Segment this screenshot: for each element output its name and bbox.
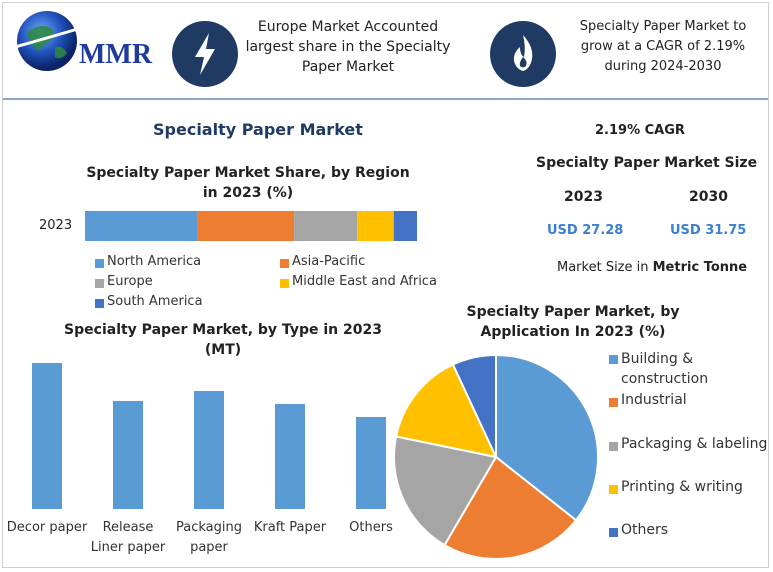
pie-legend-swatch-1	[609, 355, 618, 364]
header	[3, 3, 769, 98]
unit-bold: Metric Tonne	[652, 260, 748, 275]
legend-north-america: North America	[107, 254, 202, 269]
type-bar-packaging-paper	[194, 391, 224, 509]
value-2030: USD 31.75	[670, 223, 747, 238]
pie-legend-building: Building & construction	[621, 351, 709, 387]
legend-mea: Middle East and Africa	[292, 274, 437, 289]
region-segment-middle-east-and-africa	[357, 211, 394, 241]
year-2030-label: 2030	[689, 189, 728, 205]
region-segment-south-america	[394, 211, 417, 241]
legend-europe: Europe	[107, 274, 153, 289]
page-title: Specialty Paper Market	[153, 120, 363, 139]
type-category-label: Release Liner paper	[90, 520, 166, 555]
market-size-title: Specialty Paper Market Size	[536, 155, 758, 171]
lightning-icon	[172, 21, 238, 87]
year-2023-label: 2023	[564, 189, 603, 205]
region-chart-title: Specialty Paper Market Share, by Region in 2023 (%)	[86, 165, 410, 201]
legend-asia-pacific: Asia-Pacific	[292, 254, 366, 269]
legend-south-america: South America	[107, 294, 203, 309]
header-text-2: Specialty Paper Market to grow at a CAGR of 2.19% during 2024-2030	[579, 19, 747, 74]
type-chart-title: Specialty Paper Market, by Type in 2023 (MT)	[64, 322, 382, 358]
type-category-label: Others	[349, 520, 393, 535]
pie-legend-others: Others	[621, 522, 669, 538]
legend-swatch-asia-pacific	[280, 259, 289, 268]
pie-legend-packaging: Packaging & labeling	[621, 436, 768, 452]
infographic	[2, 2, 769, 568]
application-pie-chart	[391, 352, 601, 562]
legend-swatch-mea	[280, 279, 289, 288]
mmr-logo	[11, 7, 161, 77]
pie-legend-industrial: Industrial	[621, 392, 687, 408]
pie-legend-swatch-5	[609, 528, 618, 537]
pie-legend-swatch-4	[609, 485, 618, 494]
type-category-label: Kraft Paper	[253, 520, 327, 535]
logo-text: MMR	[79, 39, 153, 70]
type-bar-others	[356, 417, 386, 509]
flame-icon	[490, 21, 556, 87]
region-segment-north-america	[85, 211, 198, 241]
unit-prefix: Market Size in	[557, 260, 653, 275]
type-bar-decor-paper	[32, 363, 62, 509]
application-chart-title: Specialty Paper Market, by Application In 2023 (%)	[466, 304, 680, 340]
type-category-label: Decor paper	[6, 520, 88, 535]
header-divider	[3, 98, 769, 100]
region-stacked-bar	[85, 211, 417, 241]
pie-legend-swatch-3	[609, 442, 618, 451]
type-bar-kraft-paper	[275, 404, 305, 509]
value-2023: USD 27.28	[547, 223, 624, 238]
type-bar-release-liner-paper	[113, 401, 143, 509]
unit-note	[557, 260, 747, 275]
cagr-label: 2.19% CAGR	[595, 123, 685, 138]
region-segment-europe	[294, 211, 357, 241]
header-text-1: Europe Market Accounted largest share in the Specialty Paper Market	[245, 19, 451, 75]
region-segment-asia-pacific	[198, 211, 294, 241]
pie-legend-printing: Printing & writing	[621, 479, 743, 495]
pie-legend-swatch-2	[609, 398, 618, 407]
legend-swatch-south-america	[95, 299, 104, 308]
legend-swatch-north-america	[95, 259, 104, 268]
region-year-label: 2023	[39, 218, 73, 233]
legend-swatch-europe	[95, 279, 104, 288]
type-category-label: Packaging paper	[176, 520, 242, 555]
